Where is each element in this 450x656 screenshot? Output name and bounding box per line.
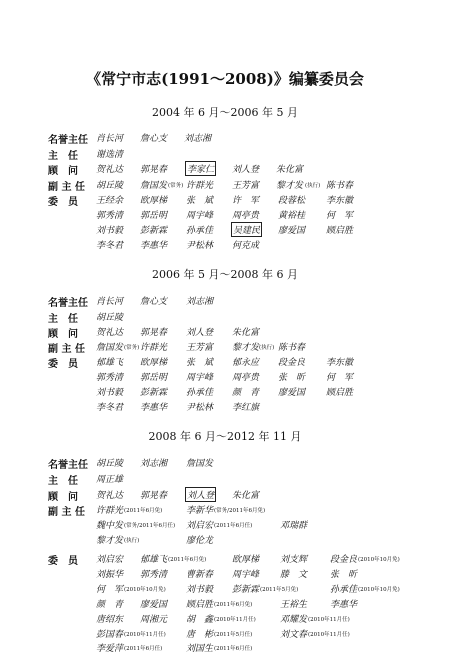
- member-name: 陈书春: [278, 343, 306, 353]
- member-name: 李惠华: [330, 600, 358, 610]
- member-name: 王裕生: [280, 600, 308, 610]
- page-title: 《常宁市志(1991～2008)》编纂委员会: [86, 70, 364, 88]
- member-note: (执行): [305, 183, 321, 189]
- member-name: 刘振华: [96, 570, 124, 580]
- member-note: (2011年6月任): [124, 646, 163, 652]
- member-name: 胡丘陵: [96, 459, 124, 469]
- member-name: 朱化富: [232, 328, 260, 338]
- member-name: 黄裕桂: [278, 211, 306, 221]
- member-name: 李冬君: [96, 241, 124, 251]
- boxed-member-name: 吴建民: [231, 222, 262, 237]
- member-name: 李新华: [186, 506, 214, 516]
- member-note: (2010年11月任): [308, 632, 350, 638]
- member-name: 刘支辉: [280, 555, 308, 565]
- member-name: 周宇峰: [186, 211, 214, 221]
- member-name: 何 军: [96, 585, 124, 595]
- member-name: 周湘元: [140, 615, 168, 625]
- member-name: 刘人登: [232, 165, 260, 175]
- member-name: 刘启宏: [96, 555, 124, 565]
- member-name: 段金良: [278, 358, 306, 368]
- member-name: 魏中发: [96, 521, 124, 531]
- role-label: 副 主 任: [48, 507, 85, 518]
- member-name: 廖爱国: [140, 600, 168, 610]
- member-name: 廖爱国: [278, 388, 306, 398]
- period-heading: 2006 年 5 月～2008 年 6 月: [152, 268, 298, 281]
- member-note: (执行): [124, 538, 140, 544]
- member-name: 郁永应: [232, 358, 260, 368]
- member-name: 刘书毅: [96, 226, 124, 236]
- period-heading: 2008 年 6 月～2012 年 11 月: [148, 430, 302, 443]
- member-name: 刘人登: [186, 328, 214, 338]
- role-label: 顾 问: [48, 166, 78, 177]
- role-label: 委 员: [48, 556, 78, 567]
- member-name: 刘志湘: [184, 134, 212, 144]
- member-note: (2010年10月免): [124, 587, 166, 593]
- member-name: 尹松林: [186, 241, 214, 251]
- member-note: (常务/2011年6月任): [124, 523, 176, 529]
- member-name: 李惠华: [140, 241, 168, 251]
- member-note: (2011年6月任): [214, 523, 253, 529]
- member-name: 胡丘陵: [96, 313, 124, 323]
- member-name: 彭新霖: [232, 585, 260, 595]
- member-note: (2011年5月任): [214, 632, 253, 638]
- member-name: 段蓉松: [278, 196, 306, 206]
- member-name: 朱化富: [276, 165, 304, 175]
- member-note: (2010年10月免): [358, 557, 400, 563]
- member-note: (2011年6月免): [124, 508, 163, 514]
- member-note: (2011年5月免): [260, 587, 299, 593]
- boxed-member-name: 刘人登: [185, 487, 216, 502]
- member-name: 彭新霖: [140, 226, 168, 236]
- role-label: 顾 问: [48, 492, 78, 503]
- member-note: (2010年11月任): [124, 632, 166, 638]
- member-name: 肖长河: [96, 297, 124, 307]
- member-name: 许群光: [96, 506, 124, 516]
- role-label: 名誉主任: [48, 460, 88, 471]
- member-name: 黎才发: [96, 536, 124, 546]
- member-name: 廖爱国: [278, 226, 306, 236]
- member-name: 王芳富: [186, 343, 214, 353]
- member-name: 周亭贵: [232, 211, 260, 221]
- member-name: 欧厚梯: [140, 358, 168, 368]
- member-note: (2010年11月任): [308, 617, 350, 623]
- role-label: 委 员: [48, 359, 78, 370]
- member-name: 欧厚梯: [140, 196, 168, 206]
- member-name: 詹国发: [96, 343, 124, 353]
- member-name: 许群光: [140, 343, 168, 353]
- role-label: 名誉主任: [48, 298, 88, 309]
- member-name: 唐 彬: [186, 630, 214, 640]
- member-name: 谢选清: [96, 150, 124, 160]
- member-name: 邓耀发: [280, 615, 308, 625]
- member-name: 郭秀清: [96, 211, 124, 221]
- member-name: 王芳富: [232, 181, 260, 191]
- member-name: 李冬君: [96, 403, 124, 413]
- member-name: 周宇峰: [232, 570, 260, 580]
- member-name: 何 军: [326, 211, 354, 221]
- role-label: 委 员: [48, 197, 78, 208]
- period-heading: 2004 年 6 月～2006 年 5 月: [152, 106, 298, 119]
- member-name: 段金良: [330, 555, 358, 565]
- member-name: 颜 青: [232, 388, 260, 398]
- role-label: 主 任: [48, 314, 78, 325]
- member-name: 邓瑞群: [280, 521, 308, 531]
- member-name: 张 昕: [278, 373, 306, 383]
- member-name: 尹松林: [186, 403, 214, 413]
- member-name: 郁雄飞: [96, 358, 124, 368]
- member-name: 詹心支: [140, 134, 168, 144]
- member-name: 李爱萍: [96, 644, 124, 654]
- member-name: 郭晃春: [140, 165, 168, 175]
- member-name: 曹新春: [186, 570, 214, 580]
- member-name: 何 军: [326, 373, 354, 383]
- member-name: 张 斌: [186, 196, 214, 206]
- member-note: (执行): [259, 345, 275, 351]
- member-note: (2010年11月任): [214, 617, 256, 623]
- member-name: 许 军: [232, 196, 260, 206]
- member-name: 廖伦龙: [186, 536, 214, 546]
- role-label: 主 任: [48, 151, 78, 162]
- member-note: (常务): [124, 345, 140, 351]
- member-name: 欧厚梯: [232, 555, 260, 565]
- member-name: 刘启宏: [186, 521, 214, 531]
- member-name: 许群光: [186, 181, 214, 191]
- member-name: 詹国发: [140, 181, 168, 191]
- member-name: 贺礼达: [96, 328, 124, 338]
- member-name: 何克成: [232, 241, 260, 251]
- member-name: 黎才发: [232, 343, 260, 353]
- member-note: (常务/2011年6月免): [214, 508, 266, 514]
- role-label: 副 主 任: [48, 344, 85, 355]
- member-name: 詹心支: [140, 297, 168, 307]
- member-name: 周正雄: [96, 475, 124, 485]
- member-name: 刘文春: [280, 630, 308, 640]
- member-note: (2011年6月任): [214, 646, 253, 652]
- member-name: 张 昕: [330, 570, 358, 580]
- member-name: 詹国发: [186, 459, 214, 469]
- member-name: 王经余: [96, 196, 124, 206]
- member-name: 李惠华: [140, 403, 168, 413]
- member-name: 孙承佳: [330, 585, 358, 595]
- boxed-member-name: 李家仁: [185, 161, 216, 176]
- member-name: 郭秀清: [96, 373, 124, 383]
- member-name: 刘国生: [186, 644, 214, 654]
- member-name: 唐绍东: [96, 615, 124, 625]
- member-name: 胡丘陵: [96, 181, 124, 191]
- role-label: 主 任: [48, 476, 78, 487]
- member-name: 周宇峰: [186, 373, 214, 383]
- member-name: 胡 鑫: [186, 615, 214, 625]
- member-name: 滕 文: [280, 570, 308, 580]
- member-name: 郭秀清: [140, 570, 168, 580]
- member-name: 彭新霖: [140, 388, 168, 398]
- member-name: 周亭贵: [232, 373, 260, 383]
- member-name: 郭晃春: [140, 328, 168, 338]
- member-name: 顾启胜: [326, 388, 354, 398]
- member-name: 刘志湘: [140, 459, 168, 469]
- member-name: 刘志湘: [186, 297, 214, 307]
- member-name: 孙承佳: [186, 388, 214, 398]
- role-label: 名誉主任: [48, 135, 88, 146]
- member-name: 孙承佳: [186, 226, 214, 236]
- member-name: 顾启胜: [326, 226, 354, 236]
- member-name: 刘书毅: [186, 585, 214, 595]
- role-label: 顾 问: [48, 329, 78, 340]
- member-name: 彭国春: [96, 630, 124, 640]
- member-note: (常务): [168, 183, 184, 189]
- member-name: 贺礼达: [96, 491, 124, 501]
- member-note: (2011年6月免): [168, 557, 207, 563]
- member-name: 颜 青: [96, 600, 124, 610]
- member-note: (2010年10月免): [358, 587, 400, 593]
- role-label: 副 主 任: [48, 182, 85, 193]
- member-name: 贺礼达: [96, 165, 124, 175]
- member-name: 张 斌: [186, 358, 214, 368]
- member-name: 朱化富: [232, 491, 260, 501]
- member-name: 李东徽: [326, 358, 354, 368]
- member-name: 郭岳明: [140, 373, 168, 383]
- member-name: 黎才发: [276, 181, 304, 191]
- member-note: (2011年6月免): [214, 602, 253, 608]
- member-name: 刘书毅: [96, 388, 124, 398]
- member-name: 李红旗: [232, 403, 260, 413]
- member-name: 肖长河: [96, 134, 124, 144]
- member-name: 陈书春: [326, 181, 354, 191]
- member-name: 郭岳明: [140, 211, 168, 221]
- member-name: 顾启胜: [186, 600, 214, 610]
- member-name: 郁雄飞: [140, 555, 168, 565]
- member-name: 郭晃春: [140, 491, 168, 501]
- member-name: 李东徽: [326, 196, 354, 206]
